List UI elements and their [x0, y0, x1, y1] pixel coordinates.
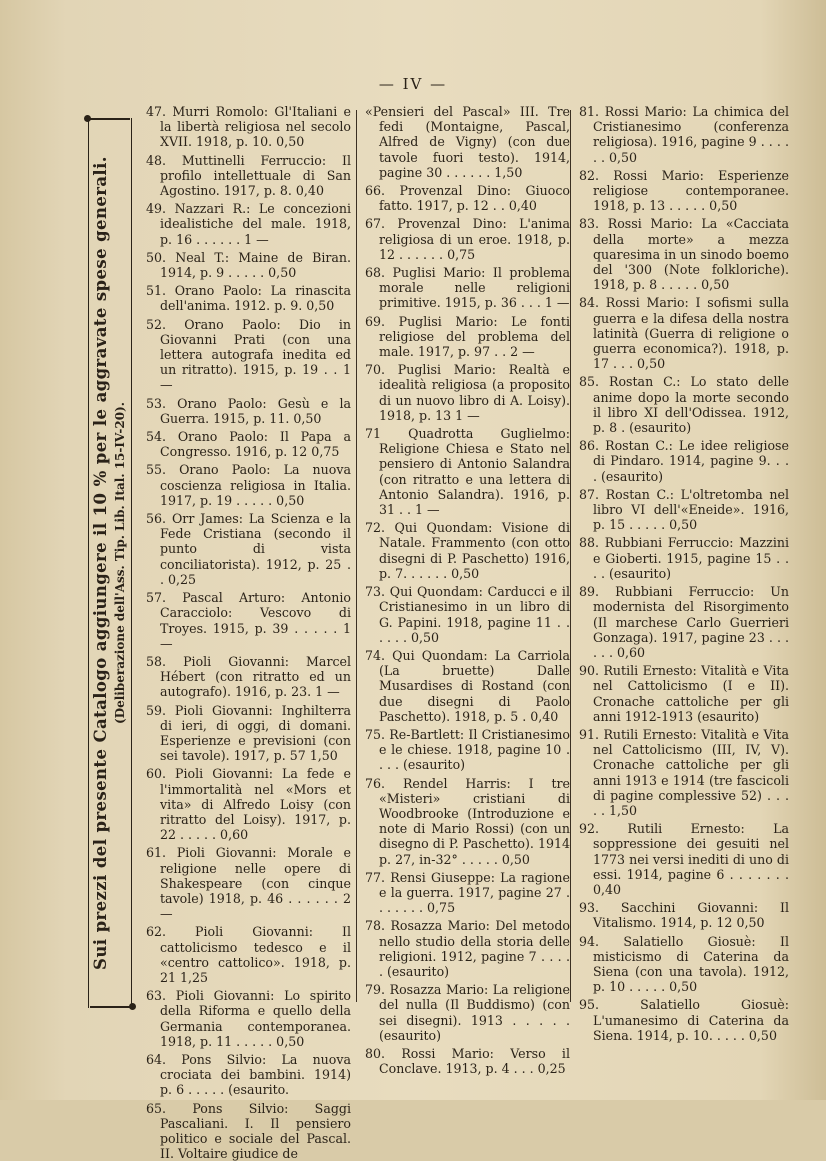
entry-text: Rossi Mario: La «Cacciata della morte» a mezza quaresima in un sinodo boemo del '300 (Note folkloriche). 1918, p. 8 . . . . . 0,50: [593, 216, 789, 293]
entry-number: 60.: [146, 766, 167, 782]
entry-text: Rossi Mario: Esperienze religiose contemporanee. 1918, p. 13 . . . . . 0,50: [593, 167, 789, 214]
catalog-entry: [365, 1046, 570, 1076]
entry-number: 62.: [146, 924, 167, 940]
entry-text: Rostan C.: L'oltretomba nel libro VI dell'«Eneide». 1916, p. 15 . . . . . 0,50: [593, 486, 789, 533]
price-notice: [91, 133, 129, 993]
entry-number: 48.: [146, 152, 167, 168]
catalog-entry: [365, 314, 570, 360]
entry-text: Rosazza Mario: Del metodo nello studio della storia delle religioni. 1912, pagine 7 . . . . . (esaurito): [379, 918, 570, 979]
entry-number: 78.: [365, 918, 386, 934]
entry-number: 90.: [579, 663, 600, 679]
catalog-entry: [579, 216, 789, 292]
entry-text: Pioli Giovanni: Inghilterra di ieri, di oggi, di domani. Esperienze e previsioni (con sei tavole). 1917, p. 57 1,50: [160, 702, 351, 764]
entry-number: 68.: [365, 265, 386, 281]
entry-text: Nazzari R.: Le concezioni idealistiche del male. 1918, p. 16 . . . . . . 1 —: [160, 201, 351, 247]
entry-number: 79.: [365, 982, 386, 998]
entry-number: 70.: [365, 362, 386, 378]
entry-number: 87.: [579, 486, 600, 502]
price-notice-deliberation: (Deliberazione dell'Ass. Tip. Lib. Ital. 15-IV-20).: [113, 402, 127, 724]
frame-top-rule: [90, 118, 130, 120]
entry-number: 56.: [146, 511, 167, 527]
frame-right-rule: [131, 118, 132, 1008]
entry-number: 95.: [579, 997, 600, 1013]
catalog-entry: [579, 487, 789, 533]
catalog-entry: [146, 283, 351, 313]
catalog-entry: [146, 104, 351, 150]
entry-text: Salatiello Giosuè: L'umanesimo di Caterina da Siena. 1914, p. 10. . . . . 0,50: [593, 997, 789, 1043]
entry-text: Puglisi Mario: Realtà e idealità religiosa (a proposito di un nuovo libro di A. Loisy). 1918, p. 13 1 —: [379, 362, 570, 423]
entry-text: Rossi Mario: La chimica del Cristianesimo (conferenza religiosa). 1916, pagine 9 . . . . . . 0,50: [593, 104, 789, 165]
entry-number: 66.: [365, 183, 386, 199]
entry-number: 92.: [579, 821, 600, 837]
entry-text: Pioli Giovanni: Morale e religione nelle opere di Shakespeare (con cinque tavole) 1918, p. 46 . . . . . . 2 —: [160, 845, 351, 922]
entry-text: Rendel Harris: I tre «Misteri» cristiani di Woodbrooke (Introduzione e note di Mario Rossi) (con un disegno di P. Paschetto). 1914 p. 27, in-32° . . . . . 0,50: [379, 775, 570, 867]
catalog-entry: [146, 396, 351, 426]
entry-text: Puglisi Mario: Le fonti religiose del problema del male. 1917, p. 97 . . 2 —: [379, 313, 570, 360]
catalog-entry: [365, 870, 570, 916]
entry-number: 53.: [146, 395, 167, 411]
catalog-entry: [146, 845, 351, 921]
entry-text: Rubbiani Ferruccio: Un modernista del Risorgimento (Il marchese Carlo Guerrieri Gonzaga). 1917, pagine 23 . . . . . . 0,60: [593, 584, 789, 660]
entry-number: 61.: [146, 845, 167, 861]
catalog-entry: [579, 438, 789, 484]
catalog-entry: [579, 934, 789, 995]
entry-number: 84.: [579, 295, 600, 311]
catalog-entry: [365, 982, 570, 1043]
entry-text: Pascal Arturo: Antonio Caracciolo: Vescovo di Troyes. 1915, p. 39 . . . . . 1 —: [160, 590, 351, 651]
entry-number: 72.: [365, 520, 386, 536]
entry-number: 94.: [579, 933, 600, 949]
entry-text: Rosazza Mario: La religione del nulla (Il Buddismo) (con sei disegni). 1913 . . . . . (esaurito): [379, 982, 570, 1043]
entry-number: 77.: [365, 869, 386, 885]
catalog-entry: [579, 997, 789, 1043]
entry-text: Rossi Mario: Verso il Conclave. 1913, p. 4 . . . 0,25: [379, 1045, 570, 1077]
entry-number: 81.: [579, 104, 600, 119]
catalog-column-2: [365, 104, 570, 1077]
entry-number: 83.: [579, 216, 600, 232]
entry-text: Qui Quondam: Visione di Natale. Frammento (con otto disegni di P. Paschetto) 1916, p. 7. . . . . . 0,50: [379, 520, 570, 581]
catalog-entry: [146, 153, 351, 199]
entry-number: 54.: [146, 429, 167, 445]
entry-number: 50.: [146, 249, 167, 265]
price-notice-frame: [86, 118, 134, 1008]
catalog-entry: [365, 648, 570, 724]
catalog-entry: [579, 663, 789, 724]
entry-number: 74.: [365, 647, 386, 663]
entry-text: Pioli Giovanni: Il cattolicismo tedesco e il «centro cattolico». 1918, p. 21 1,25: [160, 924, 351, 985]
entry-number: 52.: [146, 316, 167, 332]
entry-number: 49.: [146, 201, 167, 217]
entry-number: 47.: [146, 104, 167, 119]
entry-text: Rutili Ernesto: Vitalità e Vita nel Cattolicismo (III, IV, V). Cronache cattoliche per gli anni 1913 e 1914 (tre fascicoli di pagine complessive 52) . . . . . 1,50: [593, 726, 789, 818]
catalog-entry: [146, 988, 351, 1049]
catalog-entry: [365, 520, 570, 581]
frame-left-rule: [88, 118, 89, 1008]
entry-text: Rensi Giuseppe: La ragione e la guerra. 1917, pagine 27 . . . . . . . 0,75: [379, 869, 570, 916]
price-notice-main: Sui prezzi del presente Catalogo aggiungere il 10 % per le aggravate spese generali.: [91, 156, 110, 970]
catalog-entry: [146, 1052, 351, 1098]
catalog-entry: [146, 201, 351, 247]
catalog-column-3: [579, 104, 789, 1043]
entry-number: 67.: [365, 216, 386, 232]
catalog-entry: [365, 426, 570, 517]
column-divider: [356, 110, 357, 1002]
catalog-entry: [579, 584, 789, 660]
catalog-column-1: [146, 104, 351, 1161]
entry-number: 76.: [365, 775, 386, 791]
catalog-entry: [146, 429, 351, 459]
entry-text: Orano Paolo: Il Papa a Congresso. 1916, p. 12 0,75: [160, 429, 351, 460]
catalog-entry: [146, 654, 351, 700]
catalog-entry: [579, 104, 789, 165]
entry-text: Rostan C.: Le idee religiose di Pindaro. 1914, pagine 9. . . . (esaurito): [593, 438, 789, 484]
catalog-entry: [579, 900, 789, 930]
page-number: — IV —: [378, 75, 448, 93]
entry-text: Provenzal Dino: Giuoco fatto. 1917, p. 12 . . 0,40: [379, 183, 570, 214]
entry-number: 91.: [579, 726, 600, 742]
catalog-entry: [579, 727, 789, 818]
entry-text: Rutili Ernesto: Vitalità e Vita nel Cattolicismo (I e II). Cronache cattoliche per gli anni 1912-1913 (esaurito): [593, 663, 789, 724]
entry-number: 82.: [579, 167, 600, 183]
entry-number: 86.: [579, 438, 600, 454]
entry-number: 65.: [146, 1100, 167, 1116]
catalog-entry: [365, 216, 570, 262]
catalog-entry: [146, 317, 351, 393]
catalog-entry: [365, 727, 570, 773]
entry-text: Rostan C.: Lo stato delle anime dopo la morte secondo il libro XI dell'Odissea. 1912, p. 8 . (esaurito): [593, 374, 789, 436]
catalog-entry: [579, 374, 789, 435]
catalog-columns: [146, 104, 792, 1161]
entry-number: 58.: [146, 653, 167, 669]
catalog-entry: [365, 104, 570, 180]
entry-text: Provenzal Dino: L'anima religiosa di un eroe. 1918, p. 12 . . . . . . 0,75: [379, 216, 570, 262]
catalog-entry: [365, 183, 570, 213]
catalog-entry: [146, 511, 351, 587]
entry-text: «Pensieri del Pascal» III. Tre fedi (Montaigne, Pascal, Alfred de Vigny) (con due tavole fuori testo). 1914, pagine 30 . . . . . . 1,50: [365, 104, 570, 180]
entry-number: 55.: [146, 462, 167, 478]
catalog-entry: [579, 535, 789, 581]
entry-number: 85.: [579, 374, 600, 390]
entry-number: 89.: [579, 584, 600, 600]
entry-text: Orano Paolo: La rinascita dell'anima. 1912. p. 9. 0,50: [160, 283, 351, 314]
catalog-entry: [146, 250, 351, 280]
entry-text: Rutili Ernesto: La soppressione dei gesuiti nel 1773 nei versi inediti di uno di essi. 1914, pagine 6 . . . . . . . 0,40: [593, 821, 789, 897]
frame-bottom-rule: [90, 1006, 130, 1008]
entry-number: 51.: [146, 283, 167, 299]
catalog-entry: [579, 168, 789, 214]
entry-number: 57.: [146, 590, 167, 606]
catalog-entry: [365, 918, 570, 979]
column-divider: [570, 110, 571, 1002]
catalog-entry: [146, 590, 351, 651]
entry-text: Puglisi Mario: Il problema morale nelle religioni primitive. 1915, p. 36 . . . 1 —: [379, 265, 570, 311]
entry-text: Orano Paolo: Dio in Giovanni Prati (con una lettera autografa inedita ed un ritratto). 1915, p. 19 . . 1 —: [160, 316, 351, 393]
catalog-entry: [146, 924, 351, 985]
catalog-entry: [365, 776, 570, 867]
entry-text: Salatiello Giosuè: Il misticismo di Caterina da Siena (con una tavola). 1912, p. 10 . . . . . 0,50: [593, 933, 789, 995]
entry-text: Rubbiani Ferruccio: Mazzini e Gioberti. 1915, pagine 15 . . . . (esaurito): [593, 535, 789, 581]
entry-text: Quadrotta Guglielmo: Religione Chiesa e Stato nel pensiero di Antonio Salandra (con ritratto e una lettera di Antonio Salandra). 1916, p. 31 . . 1 —: [379, 426, 570, 518]
catalog-entry: [146, 462, 351, 508]
catalog-entry: [146, 766, 351, 842]
entry-text: Murri Romolo: Gl'Italiani e la libertà religiosa nel secolo XVII. 1918, p. 10. 0,50: [160, 104, 351, 150]
entry-text: Orano Paolo: La nuova coscienza religiosa in Italia. 1917, p. 19 . . . . . 0,50: [160, 462, 351, 508]
entry-text: Pioli Giovanni: Marcel Hébert (con ritratto ed un autografo). 1916, p. 23. 1 —: [160, 653, 351, 700]
entry-text: Rossi Mario: I sofismi sulla guerra e la difesa della nostra latinità (Guerra di religione o guerra economica?). 1918, p. 17 . . . 0,50: [593, 295, 789, 372]
entry-text: Qui Quondam: Carducci e il Cristianesimo in un libro di G. Papini. 1918, pagine 11 . . . . . . 0,50: [379, 584, 570, 645]
entry-number: 63.: [146, 988, 167, 1004]
entry-text: Pons Silvio: La nuova crociata dei bambini. 1914) p. 6 . . . . . (esaurito.: [160, 1051, 351, 1098]
entry-text: Neal T.: Maine de Biran. 1914, p. 9 . . . . . 0,50: [160, 249, 351, 281]
entry-number: 88.: [579, 535, 600, 551]
entry-number: 80.: [365, 1045, 386, 1061]
catalog-entry: [365, 362, 570, 423]
entry-number: 75.: [365, 726, 386, 742]
entry-text: Re-Bartlett: Il Cristianesimo e le chiese. 1918, pagine 10 . . . . (esaurito): [379, 726, 570, 773]
catalog-entry: [579, 821, 789, 897]
entry-number: 64.: [146, 1051, 167, 1067]
catalog-entry: [365, 265, 570, 311]
catalog-entry: [365, 584, 570, 645]
entry-number: 93.: [579, 900, 600, 916]
catalog-entry: [579, 295, 789, 371]
entry-number: 59.: [146, 702, 167, 718]
entry-text: Pons Silvio: Saggi Pascaliani. I. Il pensiero politico e sociale del Pascal. II. Voltaire giudice de: [160, 1100, 351, 1161]
entry-number: 69.: [365, 313, 386, 329]
entry-text: Qui Quondam: La Carriola (La bruette) Dalle Musardises di Rostand (con due disegni di Paolo Paschetto). 1918, p. 5 . 0,40: [379, 647, 570, 724]
catalog-entry: [146, 703, 351, 764]
catalog-entry: [146, 1101, 351, 1161]
entry-number: 73.: [365, 584, 386, 600]
entry-text: Muttinelli Ferruccio: Il profilo intellettuale di San Agostino. 1917, p. 8. 0,40: [160, 152, 351, 199]
entry-text: Pioli Giovanni: Lo spirito della Riforma e quello della Germania contemporanea. 1918, p. 11 . . . . . 0,50: [160, 988, 351, 1049]
entry-text: Orano Paolo: Gesù e la Guerra. 1915, p. 11. 0,50: [160, 395, 351, 426]
entry-text: Orr James: La Scienza e la Fede Cristiana (secondo il punto di vista conciliatorista). 1912, p. 25 . . 0,25: [160, 511, 351, 587]
entry-number: 71: [365, 426, 382, 442]
entry-text: Sacchini Giovanni: Il Vitalismo. 1914, p. 12 0,50: [593, 900, 789, 931]
entry-text: Pioli Giovanni: La fede e l'immortalità nel «Mors et vita» di Alfredo Loisy (con ritratto del Loisy). 1917, p. 22 . . . . . 0,60: [160, 766, 351, 843]
